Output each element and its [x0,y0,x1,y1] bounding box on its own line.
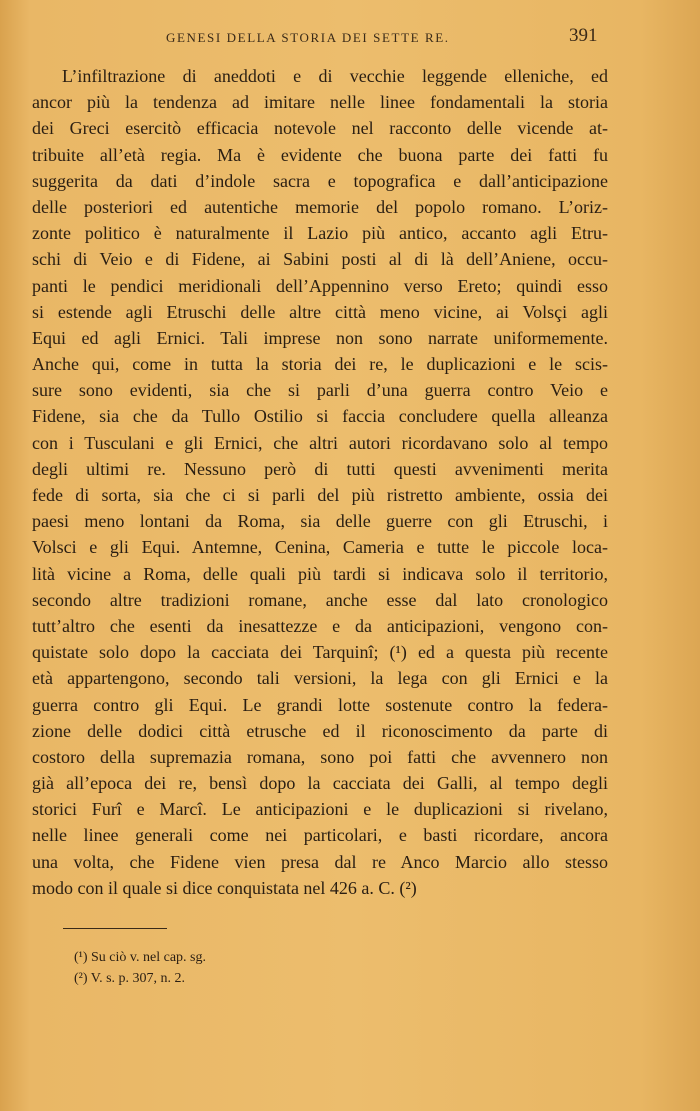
text-line: si estende agli Etruschi delle altre città meno vicine, ai Volsçi agli [32,301,608,322]
text-line: nelle linee generali come nei particolari, e basti ricordare, ancora [32,825,608,846]
text-line: Anche qui, come in tutta la storia dei re, le duplicazioni e le scis- [32,354,608,375]
text-line: tribuite all’età regia. Ma è evidente che buona parte dei fatti fu [32,144,608,165]
text-line: secondo altre tradizioni romane, anche esse dal lato cronologico [32,589,608,610]
text-line: paesi meno lontani da Roma, sia delle guerre con gli Etruschi, i [32,511,608,532]
text-line: degli ultimi re. Nessuno però di tutti questi avvenimenti merita [32,458,608,479]
footnote: (¹) Su ciò v. nel cap. sg. [74,950,206,965]
text-line: sure sono evidenti, sia che si parli d’una guerra contro Veio e [32,380,608,401]
text-line: Volsci e gli Equi. Antemne, Cenina, Cameria e tutte le piccole loca- [32,537,608,558]
text-line: tutt’altro che esenti da inesattezze e da anticipazioni, vengono con- [32,615,608,636]
text-line: zione delle dodici città etrusche ed il riconoscimento da parte di [32,720,608,741]
footnote-divider [63,928,167,929]
text-line: Fidene, sia che da Tullo Ostilio si faccia concludere quella alleanza [32,406,608,427]
text-line: una volta, che Fidene vien presa dal re Anco Marcio allo stesso [32,851,608,872]
text-line: dei Greci esercitò efficacia notevole nel racconto delle vicende at- [32,118,608,139]
text-line: lità vicine a Roma, delle quali più tardi si indicava solo il territorio, [32,563,608,584]
text-line: con i Tusculani e gli Ernici, che altri autori ricordavano solo al tempo [32,432,608,453]
footnotes [74,947,206,989]
text-line: costoro della supremazia romana, sono poi fatti che avvennero non [32,746,608,767]
text-line: schi di Veio e di Fidene, ai Sabini posti al di là dell’Aniene, occu- [32,249,608,270]
text-line: L’infiltrazione di aneddoti e di vecchie leggende elleniche, ed [62,66,608,86]
text-line: Equi ed agli Ernici. Tali imprese non sono narrate uniformemente. [32,327,608,348]
text-line: modo con il quale si dice conquistata nel 426 a. C. (²) [32,877,417,898]
text-line: panti le pendici meridionali dell’Appennino verso Ereto; quindi esso [32,275,608,296]
text-line: storici Furî e Marcî. Le anticipazioni e le duplicazioni si rivelano, [32,799,608,820]
page-number: 391 [569,25,598,46]
text-line: età appartengono, secondo tali versioni, la lega con gli Ernici e la [32,668,608,689]
text-line: fede di sorta, sia che ci si parli del più ristretto ambiente, ossia dei [32,485,608,505]
text-line: già all’epoca dei re, bensì dopo la cacciata dei Galli, al tempo degli [32,773,608,794]
running-title: GENESI DELLA STORIA DEI SETTE RE. [166,30,450,45]
text-line: guerra contro gli Equi. Le grandi lotte sostenute contro la federa- [32,694,608,715]
text-line: quistate solo dopo la cacciata dei Tarquinî; (¹) ed a questa più recente [32,642,608,663]
footnote: (²) V. s. p. 307, n. 2. [74,971,186,986]
text-line: suggerita da dati d’indole sacra e topografica e dall’anticipazione [32,170,608,191]
text-line: delle posteriori ed autentiche memorie del popolo romano. L’oriz- [32,196,608,217]
text-line: zonte politico è naturalmente il Lazio più antico, accanto agli Etru- [32,223,608,244]
main-paragraph [32,63,608,901]
text-line: ancor più la tendenza ad imitare nelle linee fondamentali la storia [32,92,608,113]
